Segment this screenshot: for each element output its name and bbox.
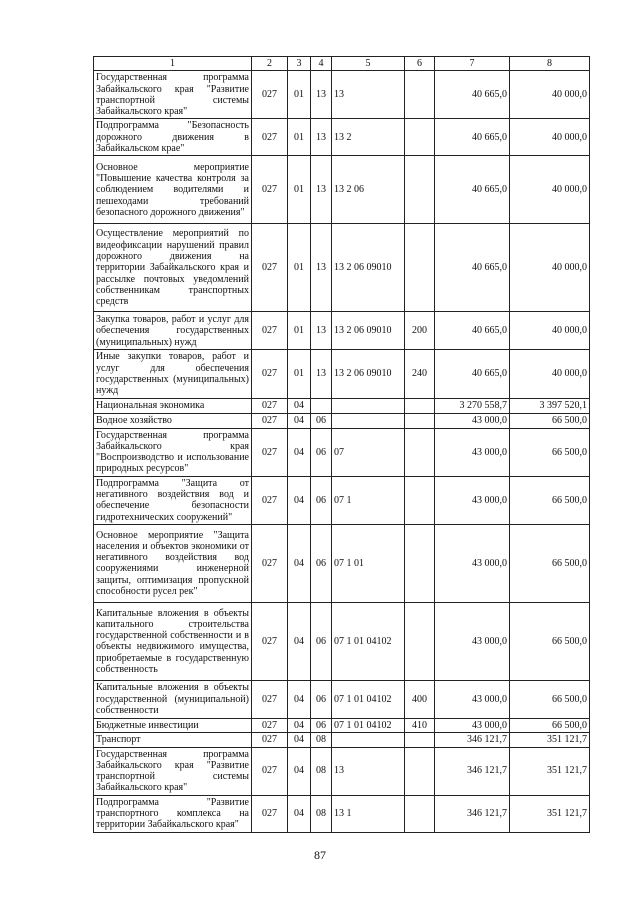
expense-type-code: 410 bbox=[405, 718, 435, 732]
subsection-code: 06 bbox=[311, 413, 332, 428]
ved-code: 027 bbox=[252, 119, 288, 156]
target-article-code bbox=[332, 398, 405, 413]
subsection-code: 13 bbox=[311, 224, 332, 312]
budget-table bbox=[93, 56, 590, 833]
amount-year-1: 43 000,0 bbox=[435, 602, 510, 680]
target-article-code: 13 2 06 09010 bbox=[332, 312, 405, 350]
table-row bbox=[94, 156, 590, 224]
row-name: Бюджетные инвестиции bbox=[94, 718, 252, 732]
col-header-4: 4 bbox=[311, 57, 332, 71]
header-row bbox=[94, 57, 590, 71]
subsection-code: 06 bbox=[311, 476, 332, 524]
amount-year-2: 40 000,0 bbox=[510, 71, 590, 119]
subsection-code: 13 bbox=[311, 156, 332, 224]
table-row bbox=[94, 476, 590, 524]
ved-code: 027 bbox=[252, 312, 288, 350]
table-row bbox=[94, 718, 590, 732]
row-name: Закупка товаров, работ и услуг для обеспечения государственных (муниципальных) нужд bbox=[94, 312, 252, 350]
amount-year-1: 43 000,0 bbox=[435, 413, 510, 428]
target-article-code bbox=[332, 733, 405, 747]
expense-type-code bbox=[405, 602, 435, 680]
amount-year-1: 40 665,0 bbox=[435, 119, 510, 156]
row-name: Основное мероприятие "Повышение качества контроля за соблюдением водителями и пешеходами требований безопасного дорожного движения" bbox=[94, 156, 252, 224]
table-row bbox=[94, 224, 590, 312]
row-name: Основное мероприятие "Защита населения и объектов экономики от негативного воздействия вод сооружениями инженерной защиты, оптимизация пропускной способности русел рек" bbox=[94, 524, 252, 602]
col-header-2: 2 bbox=[252, 57, 288, 71]
expense-type-code bbox=[405, 224, 435, 312]
row-name: Государственная программа Забайкальского края "Воспроизводство и использование природных ресурсов" bbox=[94, 428, 252, 476]
row-name: Государственная программа Забайкальского края "Развитие транспортной системы Забайкальского края" bbox=[94, 747, 252, 795]
amount-year-1: 43 000,0 bbox=[435, 718, 510, 732]
subsection-code: 13 bbox=[311, 350, 332, 398]
section-code: 04 bbox=[288, 795, 311, 832]
amount-year-1: 43 000,0 bbox=[435, 524, 510, 602]
row-name: Осуществление мероприятий по видеофиксации нарушений правил дорожного движения на территории Забайкальского края и рассылке почтовых уведомлений собственникам транспортных средств bbox=[94, 224, 252, 312]
section-code: 04 bbox=[288, 476, 311, 524]
table-row bbox=[94, 428, 590, 476]
table-row bbox=[94, 71, 590, 119]
amount-year-2: 66 500,0 bbox=[510, 602, 590, 680]
amount-year-2: 66 500,0 bbox=[510, 680, 590, 718]
expense-type-code bbox=[405, 733, 435, 747]
amount-year-1: 3 270 558,7 bbox=[435, 398, 510, 413]
amount-year-1: 40 665,0 bbox=[435, 224, 510, 312]
expense-type-code bbox=[405, 156, 435, 224]
section-code: 04 bbox=[288, 733, 311, 747]
section-code: 04 bbox=[288, 680, 311, 718]
ved-code: 027 bbox=[252, 524, 288, 602]
amount-year-2: 66 500,0 bbox=[510, 524, 590, 602]
table-row bbox=[94, 795, 590, 832]
expense-type-code bbox=[405, 476, 435, 524]
target-article-code: 13 2 bbox=[332, 119, 405, 156]
table-row bbox=[94, 733, 590, 747]
col-header-1: 1 bbox=[94, 57, 252, 71]
expense-type-code bbox=[405, 747, 435, 795]
expense-type-code bbox=[405, 398, 435, 413]
table-row bbox=[94, 350, 590, 398]
target-article-code: 13 bbox=[332, 747, 405, 795]
amount-year-2: 66 500,0 bbox=[510, 428, 590, 476]
amount-year-2: 3 397 520,1 bbox=[510, 398, 590, 413]
subsection-code: 06 bbox=[311, 524, 332, 602]
section-code: 04 bbox=[288, 524, 311, 602]
target-article-code: 13 bbox=[332, 71, 405, 119]
subsection-code: 06 bbox=[311, 718, 332, 732]
row-name: Капитальные вложения в объекты капитального строительства государственной собственности и в объекты недвижимого имущества, приобретаемые в государственную собственность bbox=[94, 602, 252, 680]
amount-year-1: 346 121,7 bbox=[435, 795, 510, 832]
ved-code: 027 bbox=[252, 602, 288, 680]
target-article-code bbox=[332, 413, 405, 428]
expense-type-code bbox=[405, 524, 435, 602]
target-article-code: 07 1 01 04102 bbox=[332, 680, 405, 718]
row-name: Государственная программа Забайкальского края "Развитие транспортной системы Забайкальского края" bbox=[94, 71, 252, 119]
amount-year-2: 40 000,0 bbox=[510, 156, 590, 224]
target-article-code: 07 1 01 04102 bbox=[332, 718, 405, 732]
expense-type-code bbox=[405, 428, 435, 476]
amount-year-1: 346 121,7 bbox=[435, 733, 510, 747]
target-article-code: 13 1 bbox=[332, 795, 405, 832]
amount-year-1: 40 665,0 bbox=[435, 350, 510, 398]
amount-year-2: 351 121,7 bbox=[510, 733, 590, 747]
amount-year-1: 40 665,0 bbox=[435, 156, 510, 224]
subsection-code: 08 bbox=[311, 747, 332, 795]
target-article-code: 07 1 01 bbox=[332, 524, 405, 602]
subsection-code: 06 bbox=[311, 428, 332, 476]
section-code: 01 bbox=[288, 156, 311, 224]
ved-code: 027 bbox=[252, 747, 288, 795]
target-article-code: 07 1 bbox=[332, 476, 405, 524]
col-header-5: 5 bbox=[332, 57, 405, 71]
subsection-code: 08 bbox=[311, 733, 332, 747]
subsection-code: 08 bbox=[311, 795, 332, 832]
col-header-3: 3 bbox=[288, 57, 311, 71]
row-name: Капитальные вложения в объекты государственной (муниципальной) собственности bbox=[94, 680, 252, 718]
subsection-code: 13 bbox=[311, 312, 332, 350]
ved-code: 027 bbox=[252, 398, 288, 413]
section-code: 01 bbox=[288, 350, 311, 398]
section-code: 04 bbox=[288, 413, 311, 428]
ved-code: 027 bbox=[252, 71, 288, 119]
amount-year-2: 66 500,0 bbox=[510, 413, 590, 428]
section-code: 04 bbox=[288, 718, 311, 732]
table-row bbox=[94, 413, 590, 428]
table-row bbox=[94, 747, 590, 795]
amount-year-2: 40 000,0 bbox=[510, 350, 590, 398]
target-article-code: 13 2 06 09010 bbox=[332, 350, 405, 398]
amount-year-2: 40 000,0 bbox=[510, 224, 590, 312]
section-code: 01 bbox=[288, 71, 311, 119]
target-article-code: 07 1 01 04102 bbox=[332, 602, 405, 680]
expense-type-code bbox=[405, 795, 435, 832]
table-row bbox=[94, 312, 590, 350]
table-row bbox=[94, 680, 590, 718]
target-article-code: 13 2 06 bbox=[332, 156, 405, 224]
table-row bbox=[94, 398, 590, 413]
amount-year-1: 43 000,0 bbox=[435, 680, 510, 718]
row-name: Подпрограмма "Защита от негативного воздействия вод и обеспечение безопасности гидротехнических сооружений" bbox=[94, 476, 252, 524]
amount-year-1: 40 665,0 bbox=[435, 312, 510, 350]
page-number: 87 bbox=[314, 848, 326, 862]
subsection-code: 13 bbox=[311, 71, 332, 119]
amount-year-1: 43 000,0 bbox=[435, 428, 510, 476]
ved-code: 027 bbox=[252, 680, 288, 718]
ved-code: 027 bbox=[252, 718, 288, 732]
amount-year-2: 40 000,0 bbox=[510, 312, 590, 350]
expense-type-code bbox=[405, 71, 435, 119]
subsection-code: 06 bbox=[311, 602, 332, 680]
table-row bbox=[94, 602, 590, 680]
col-header-8: 8 bbox=[510, 57, 590, 71]
section-code: 04 bbox=[288, 398, 311, 413]
col-header-7: 7 bbox=[435, 57, 510, 71]
section-code: 04 bbox=[288, 747, 311, 795]
row-name: Подпрограмма "Безопасность дорожного движения в Забайкальском крае" bbox=[94, 119, 252, 156]
ved-code: 027 bbox=[252, 350, 288, 398]
ved-code: 027 bbox=[252, 428, 288, 476]
subsection-code: 13 bbox=[311, 119, 332, 156]
ved-code: 027 bbox=[252, 224, 288, 312]
ved-code: 027 bbox=[252, 476, 288, 524]
section-code: 01 bbox=[288, 312, 311, 350]
target-article-code: 13 2 06 09010 bbox=[332, 224, 405, 312]
amount-year-2: 40 000,0 bbox=[510, 119, 590, 156]
row-name: Транспорт bbox=[94, 733, 252, 747]
table-row bbox=[94, 524, 590, 602]
row-name: Национальная экономика bbox=[94, 398, 252, 413]
subsection-code: 06 bbox=[311, 680, 332, 718]
row-name: Подпрограмма "Развитие транспортного комплекса на территории Забайкальского края" bbox=[94, 795, 252, 832]
row-name: Водное хозяйство bbox=[94, 413, 252, 428]
section-code: 04 bbox=[288, 602, 311, 680]
ved-code: 027 bbox=[252, 156, 288, 224]
ved-code: 027 bbox=[252, 413, 288, 428]
table-body bbox=[94, 71, 590, 832]
amount-year-2: 351 121,7 bbox=[510, 795, 590, 832]
section-code: 04 bbox=[288, 428, 311, 476]
ved-code: 027 bbox=[252, 733, 288, 747]
section-code: 01 bbox=[288, 119, 311, 156]
table-row bbox=[94, 119, 590, 156]
target-article-code: 07 bbox=[332, 428, 405, 476]
amount-year-1: 40 665,0 bbox=[435, 71, 510, 119]
row-name: Иные закупки товаров, работ и услуг для обеспечения государственных (муниципальных) нужд bbox=[94, 350, 252, 398]
expense-type-code bbox=[405, 413, 435, 428]
amount-year-1: 43 000,0 bbox=[435, 476, 510, 524]
expense-type-code: 200 bbox=[405, 312, 435, 350]
expense-type-code: 400 bbox=[405, 680, 435, 718]
amount-year-2: 351 121,7 bbox=[510, 747, 590, 795]
subsection-code bbox=[311, 398, 332, 413]
amount-year-1: 346 121,7 bbox=[435, 747, 510, 795]
expense-type-code: 240 bbox=[405, 350, 435, 398]
amount-year-2: 66 500,0 bbox=[510, 718, 590, 732]
section-code: 01 bbox=[288, 224, 311, 312]
expense-type-code bbox=[405, 119, 435, 156]
amount-year-2: 66 500,0 bbox=[510, 476, 590, 524]
col-header-6: 6 bbox=[405, 57, 435, 71]
ved-code: 027 bbox=[252, 795, 288, 832]
